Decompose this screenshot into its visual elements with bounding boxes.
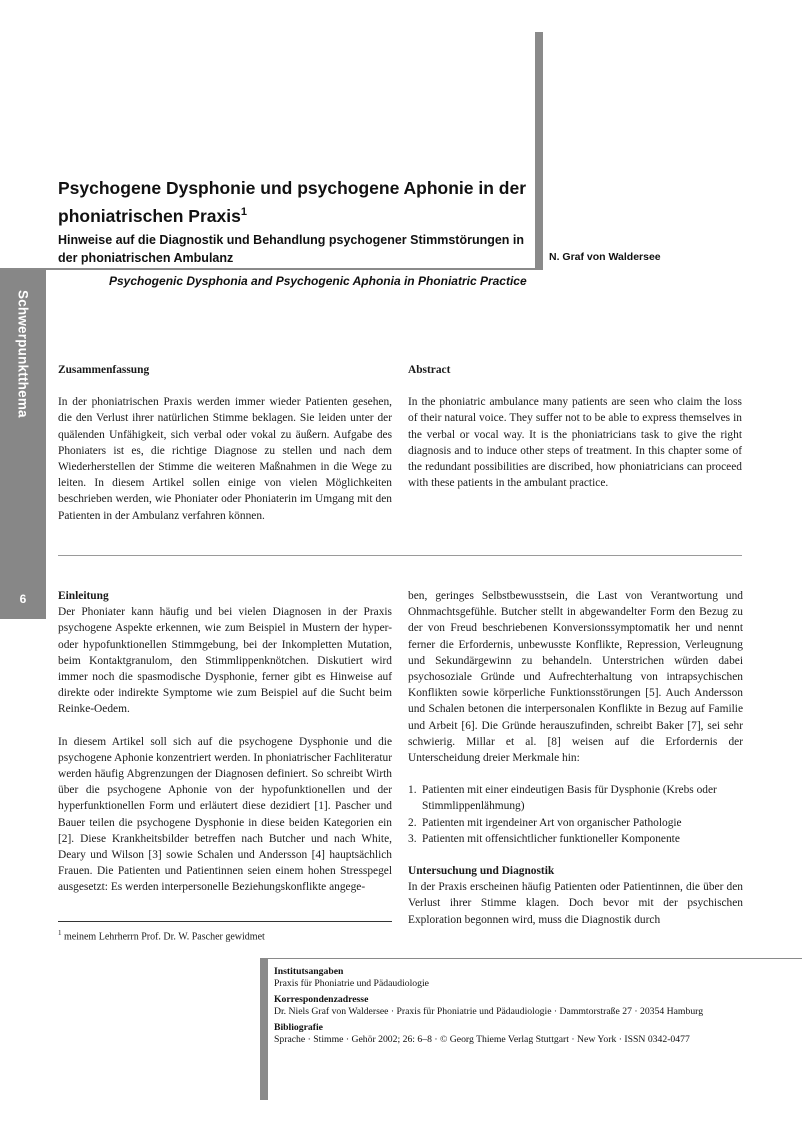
english-title: Psychogenic Dysphonia and Psychogenic Aphonia in Phoniatric Practice — [109, 274, 527, 288]
korrespondenz-label: Korrespondenzadresse — [274, 994, 369, 1005]
untersuchung-heading: Untersuchung und Diagnostik — [408, 865, 555, 878]
abstract-text: In the phoniatric ambulance many patients are seen who claim the loss of their natural voice. They suffer not to be able to express themselves in the verbal or vocal way. It is the phoniatricians task to give the right diagnosis and to induce other steps of treatment. In this chapter some of the redundant possibilities are discribed, how phoniatricians can proceed with these patients in the ambulant practice. — [408, 396, 742, 490]
body-right-column — [408, 588, 743, 928]
abstract-section — [408, 362, 742, 491]
untersuchung-text: In der Praxis erscheinen häufig Patienten oder Patientinnen, die über den Verlust ihrer Stimme klagen. Doch bevor mit der psychischen Exploration begonnen wird, muss die Diagnostik durch — [408, 881, 743, 926]
einleitung-paragraph-1: Der Phoniater kann häufig und bei vielen Diagnosen in der Praxis psychogene Aspekte erkennen, wie zum Beispiel in Mustern der hyper- oder hypofunktionellen Stimmgebung, bei der Inkompletten Mutation, beim Kontaktgranulom, den Stimmlippenknötchen. Diskutiert wird immer noch die spasmodische Dysphonie, ferner gibt es Hinweise auf direkte oder indirekte Symptome wie zum Beispiel auf die Sucht beim Reinke-Oedem. — [58, 606, 392, 716]
info-box — [274, 966, 794, 1050]
einleitung-heading: Einleitung — [58, 590, 109, 602]
footnote — [58, 926, 265, 944]
list-item: 3. Patienten mit offensichtlicher funktioneller Komponente — [408, 832, 680, 845]
zusammenfassung-heading: Zusammenfassung — [58, 364, 150, 376]
bibliografie-text: Sprache · Stimme · Gehör 2002; 26: 6–8 · © Georg Thieme Verlag Stuttgart · New York · ISSN 0342-0477 — [274, 1034, 690, 1045]
korrespondenz-text: Dr. Niels Graf von Waldersee · Praxis für Phoniatrie und Pädaudiologie · Dammtorstraße 27 · 20354 Hamburg — [274, 1006, 704, 1017]
criteria-list — [408, 782, 743, 847]
abstract-heading: Abstract — [408, 364, 451, 376]
einleitung-paragraph-2: In diesem Artikel soll sich auf die psychogene Dysphonie und die psychogene Aphonie konzentriert werden. In phoniatrischer Fachliteratur werden häufig Abgrenzungen der Diagnosen definiert. So schreibt Wirth über die psychogene Aphonie von der hypofunktionellen und der hyperfunktionellen Form und erläutert diese dezidiert [1]. Pascher und Bauer teilen die psychogene Dysphonie in diese beiden Kategorien ein [2]. Diese Krankheitsbilder betreffen nach Butcher und nach White, Deary und Wilson [3] sowie Schalen und Andersson [4] hauptsächlich Frauen. Die Patienten und Patientinnen seien einem hohen Stresspegel ausgesetzt: Es werden interpersonelle Beziehungskonflikte angege- — [58, 735, 392, 894]
page-number: 6 — [19, 592, 27, 606]
einleitung-paragraph-2-continued: ben, geringes Selbstbewusstsein, die Last von Verantwortung und Ohnmachtsgefühle. Butcher stellt in abgewandelter Form den Bezug zu der von Freud beschriebenen Konversionssymptomatik her und nennt ferner die Erfordernis, unbewusste Konflikte, Repression, Verleugnung und Sekundärgewinn zu behandeln. Unterstrichen würden dabei psychosoziale Gründe und Aufrechterhaltung von intrapsychischen Konflikten sowie körperliche Funktionsstörungen [5]. Auch Andersson und Schalen betonen die interpersonalen Konflikte in Bezug auf Familie und Arbeit [6]. Die Gründe herauszufinden, schreibt Baker [7], sei sehr schwierig. Millar et al. [8] weisen auf die Erfordernis der Unterscheidung dreier Merkmale hin: — [408, 590, 743, 765]
list-item: 1. Patienten mit einer eindeutigen Basis für Dysphonie (Krebs oder Stimmlippenlähmung) — [408, 784, 717, 813]
institut-label: Institutsangaben — [274, 966, 344, 977]
list-item: 2. Patienten mit irgendeiner Art von organischer Pathologie — [408, 816, 682, 829]
info-box-horizontal-rule — [260, 958, 802, 959]
article-title — [58, 176, 538, 228]
article-subtitle: Hinweise auf die Diagnostik und Behandlung psychogener Stimmstörungen in der phoniatrischen Ambulanz — [58, 233, 525, 265]
body-left-column — [58, 588, 392, 896]
author-name: N. Graf von Waldersee — [549, 251, 661, 263]
header-horizontal-rule — [0, 268, 543, 270]
article-title-text: Psychogene Dysphonie und psychogene Aphonie in der phoniatrischen Praxis — [58, 178, 527, 226]
bibliografie-label: Bibliografie — [274, 1022, 323, 1033]
zusammenfassung-section — [58, 362, 392, 524]
info-box-vertical-rule — [260, 958, 268, 1100]
footnote-text: meinem Lehrherrn Prof. Dr. W. Pascher gewidmet — [64, 931, 265, 943]
side-tab-label: Schwerpunktthema — [15, 290, 31, 418]
zusammenfassung-text: In der phoniatrischen Praxis werden immer wieder Patienten gesehen, die den Verlust ihrer natürlichen Stimme beklagen. Sie leiden unter der quälenden Unfähigkeit, sich verbal oder vokal zu äußern. Aufgabe des Phoniaters ist es, die richtige Diagnose zu stellen und nach dem Wiederherstellen der Stimme die weiteren Maßnahmen in die Wege zu leiten. In diesem Artikel sollen einige von vielen Möglichkeiten beschrieben werden, wie Phoniater oder Phoniaterin im Umgang mit den Patienten in der Ambulanz verfahren können. — [58, 396, 392, 522]
institut-text: Praxis für Phoniatrie und Pädaudiologie — [274, 978, 429, 989]
title-footnote-marker: 1 — [240, 206, 247, 218]
footnote-rule — [58, 921, 392, 922]
footnote-marker: 1 — [58, 929, 62, 937]
section-divider — [58, 555, 742, 556]
